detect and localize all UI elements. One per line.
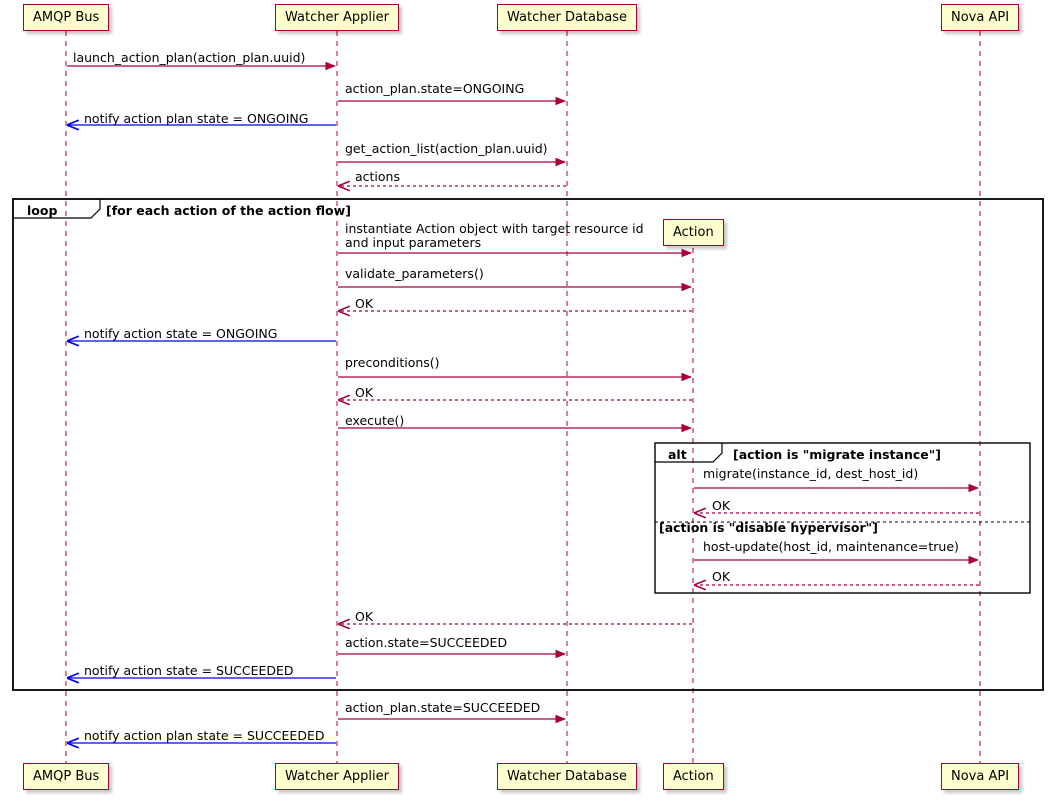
message-label-m5: actions (355, 169, 400, 184)
message-label-m11: OK (355, 385, 374, 400)
participant-amqp-top: AMQP Bus (23, 4, 109, 31)
alt-frame-keyword: alt (668, 447, 687, 462)
message-label-m10: preconditions() (345, 355, 440, 370)
frames-group (13, 199, 1043, 690)
loop-frame-keyword: loop (27, 203, 58, 218)
participant-applier-bottom: Watcher Applier (275, 763, 399, 790)
loop-frame-border (13, 199, 1043, 690)
message-label-m1: launch_action_plan(action_plan.uuid) (73, 50, 306, 65)
arrows-group (67, 66, 979, 743)
alt-frame-else-condition: [action is "disable hypervisor"] (659, 520, 878, 535)
message-label-m7: validate_parameters() (345, 266, 484, 281)
message-label-m2: action_plan.state=ONGOING (345, 81, 525, 96)
message-label-m4: get_action_list(action_plan.uuid) (345, 141, 548, 156)
message-label-m3: notify action plan state = ONGOING (84, 111, 309, 126)
message-label-m21: notify action plan state = SUCCEEDED (84, 728, 325, 743)
message-label-m19: notify action state = SUCCEEDED (84, 663, 294, 678)
message-label-m16: OK (712, 569, 731, 584)
alt-frame-tab (655, 443, 722, 462)
message-label-m8: OK (355, 296, 374, 311)
message-label-m20: action_plan.state=SUCCEEDED (345, 700, 541, 715)
participant-applier-top: Watcher Applier (275, 4, 399, 31)
participant-wdb-top: Watcher Database (497, 4, 637, 31)
message-label-m9: notify action state = ONGOING (84, 326, 278, 341)
message-label-m17: OK (355, 609, 374, 624)
message-label-m13: migrate(instance_id, dest_host_id) (703, 466, 919, 481)
message-label-m14: OK (712, 498, 731, 513)
participant-action-bottom: Action (663, 763, 724, 790)
message-label-m15: host-update(host_id, maintenance=true) (703, 539, 959, 554)
alt-frame-condition: [action is "migrate instance"] (733, 447, 941, 462)
participant-nova-top: Nova API (941, 4, 1019, 31)
loop-frame-condition: [for each action of the action flow] (106, 203, 351, 218)
participant-wdb-bottom: Watcher Database (497, 763, 637, 790)
participant-action-top: Action (663, 219, 724, 246)
message-label-m12: execute() (345, 413, 405, 428)
message-label-m6: instantiate Action object with target resource id and input parameters (345, 221, 644, 250)
message-label-m18: action.state=SUCCEEDED (345, 635, 508, 650)
participant-nova-bottom: Nova API (941, 763, 1019, 790)
participant-amqp-bottom: AMQP Bus (23, 763, 109, 790)
